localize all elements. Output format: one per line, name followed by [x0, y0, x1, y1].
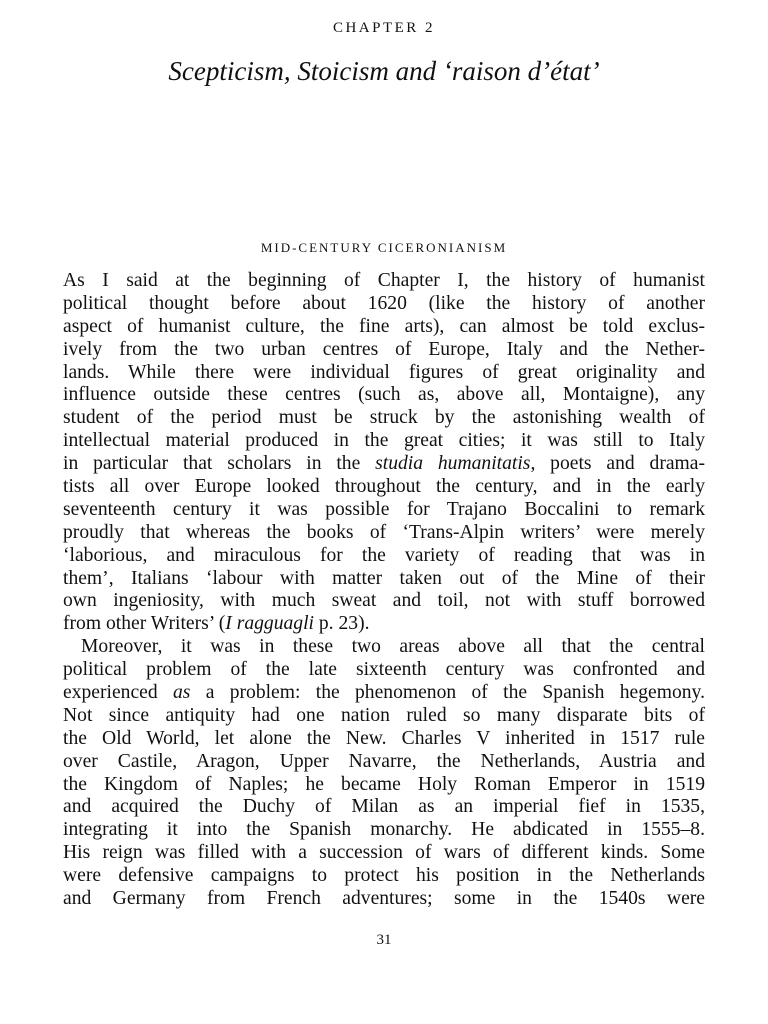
text-segment: in particular that scholars in the: [63, 453, 376, 475]
text-line: and Germany from French adventures; some in the 1540s were: [63, 888, 705, 910]
text-line: Not since antiquity had one nation ruled so many disparate bits of: [63, 704, 705, 726]
body-text: [63, 270, 705, 911]
italic-emphasis: as: [172, 682, 191, 704]
page-number: 31: [376, 932, 392, 948]
text-line: own ingeniosity, with much sweat and toil, not with stuff borrowed: [63, 590, 705, 612]
section-heading: MID-CENTURY CICERONIANISM: [260, 240, 508, 255]
text-line: ively from the two urban centres of Europe, Italy and the Nether-: [63, 338, 705, 360]
paragraph-first-line: Moreover, it was in these two areas above all that the central: [81, 636, 705, 658]
chapter-title: Scepticism, Stoicism and ‘raison d’état’: [168, 56, 600, 86]
text-line: tists all over Europe looked throughout the century, and in the early: [63, 476, 705, 498]
text-line: lands. While there were individual figures of great originality and: [63, 361, 705, 383]
text-line: student of the period must be struck by the astonishing wealth of: [63, 407, 705, 429]
text-line: the Kingdom of Naples; he became Holy Roman Emperor in 1519: [63, 773, 705, 795]
text-line: were defensive campaigns to protect his position in the Netherlands: [63, 865, 705, 887]
chapter-label: CHAPTER 2: [332, 20, 436, 36]
text-segment: from other Writers’ (: [63, 613, 226, 635]
text-line: them’, Italians ‘labour with matter taken out of the Mine of their: [63, 567, 705, 589]
text-segment: experienced: [63, 682, 173, 704]
text-line: [63, 613, 705, 636]
text-line: the Old World, let alone the New. Charles V inherited in 1517 rule: [63, 727, 705, 749]
text-line: political problem of the late sixteenth century was confronted and: [63, 659, 705, 681]
text-line: ‘laborious, and miraculous for the variety of reading that was in: [63, 544, 705, 566]
text-segment: a problem: the phenomenon of the Spanish hegemony.: [190, 682, 705, 704]
text-line: As I said at the beginning of Chapter I, the history of humanist: [63, 270, 705, 291]
text-line: integrating it into the Spanish monarchy. He abdicated in 1555–8.: [63, 819, 705, 841]
text-segment: p. 23).: [313, 613, 370, 635]
text-line: proudly that whereas the books of ‘Trans-Alpin writers’ were merely: [63, 521, 705, 543]
text-line: [63, 453, 705, 476]
text-line: intellectual material produced in the great cities; it was still to Italy: [63, 430, 705, 452]
italic-citation: I ragguagli: [225, 613, 314, 635]
text-line: and acquired the Duchy of Milan as an imperial fief in 1535,: [63, 796, 705, 818]
text-line: over Castile, Aragon, Upper Navarre, the Netherlands, Austria and: [63, 750, 705, 772]
text-line: His reign was filled with a succession of wars of different kinds. Some: [63, 842, 705, 864]
text-line: seventeenth century it was possible for Trajano Boccalini to remark: [63, 498, 705, 520]
text-line: political thought before about 1620 (like the history of another: [63, 292, 705, 314]
text-line: influence outside these centres (such as, above all, Montaigne), any: [63, 384, 705, 406]
text-segment: , poets and drama-: [530, 453, 705, 475]
text-line: [63, 682, 705, 705]
italic-term: studia humanitatis: [375, 453, 531, 475]
text-line: aspect of humanist culture, the fine arts), can almost be told exclus-: [63, 315, 705, 337]
